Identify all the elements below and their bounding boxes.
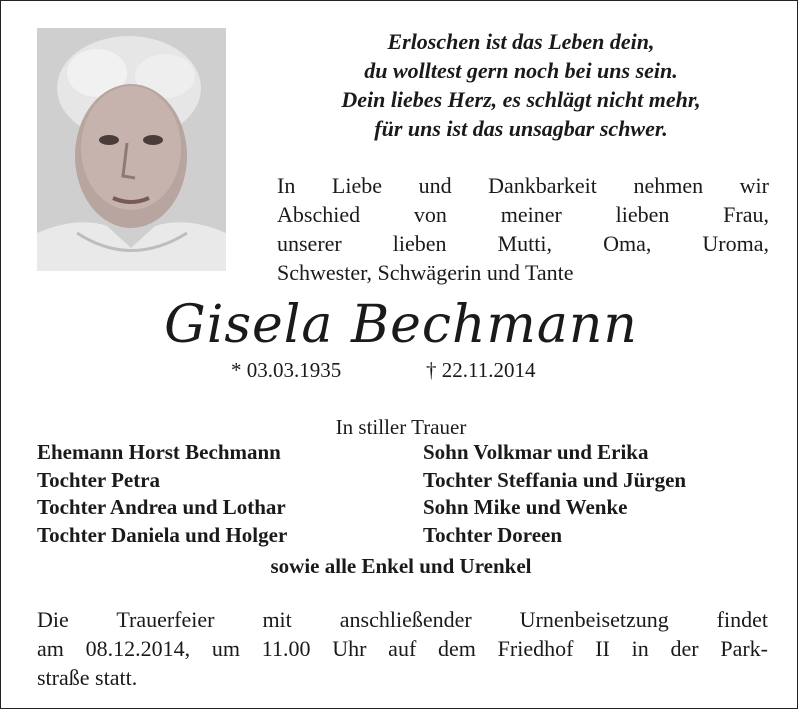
portrait-photo [37,28,226,271]
birth-date: * 03.03.1935 [231,358,342,382]
funeral-line: straße statt. [37,665,138,690]
mourner-entry: Tochter Steffania und Jürgen [423,467,687,492]
mourner-entry: Sohn Volkmar und Erika [423,440,649,464]
farewell-line: Schwester, Schwägerin und Tante [277,260,574,285]
mourning-label: In stiller Trauer [335,415,467,439]
funeral-line: am 08.12.2014, um 11.00 Uhr auf dem Friedhof II in der Park- [37,636,768,661]
mourner-entry: Tochter Petra [37,467,161,492]
funeral-notice [37,605,768,692]
mourners-right-column [423,439,686,549]
poem-line: Dein liebes Herz, es schlägt nicht mehr, [341,87,701,112]
poem-line: du wolltest gern noch bei uns sein. [364,58,678,83]
farewell-line: In Liebe und Dankbarkeit nehmen wir [277,173,769,198]
poem-line: Erloschen ist das Leben dein, [387,29,655,54]
poem-line: für uns ist das unsagbar schwer. [374,116,668,141]
poem-verse [251,27,791,143]
mourner-entry: Sohn Mike und Wenke [423,495,628,519]
farewell-line: Abschied von meiner lieben Frau, [277,202,769,227]
funeral-line: Die Trauerfeier mit anschließender Urnenbeisetzung findet [37,607,768,632]
death-date: † 22.11.2014 [426,358,536,382]
grandchildren-line: sowie alle Enkel und Urenkel [270,554,532,578]
mourner-entry: Tochter Andrea und Lothar [37,495,286,519]
farewell-line: unserer lieben Mutti, Oma, Uroma, [277,231,769,256]
deceased-name: Gisela Bechmann [164,295,638,355]
farewell-text [277,171,769,287]
mourner-entry: Tochter Daniela und Holger [37,522,288,547]
mourners-left-column [37,439,287,549]
mourner-entry: Tochter Doreen [423,522,563,547]
mourner-entry: Ehemann Horst Bechmann [37,440,281,464]
